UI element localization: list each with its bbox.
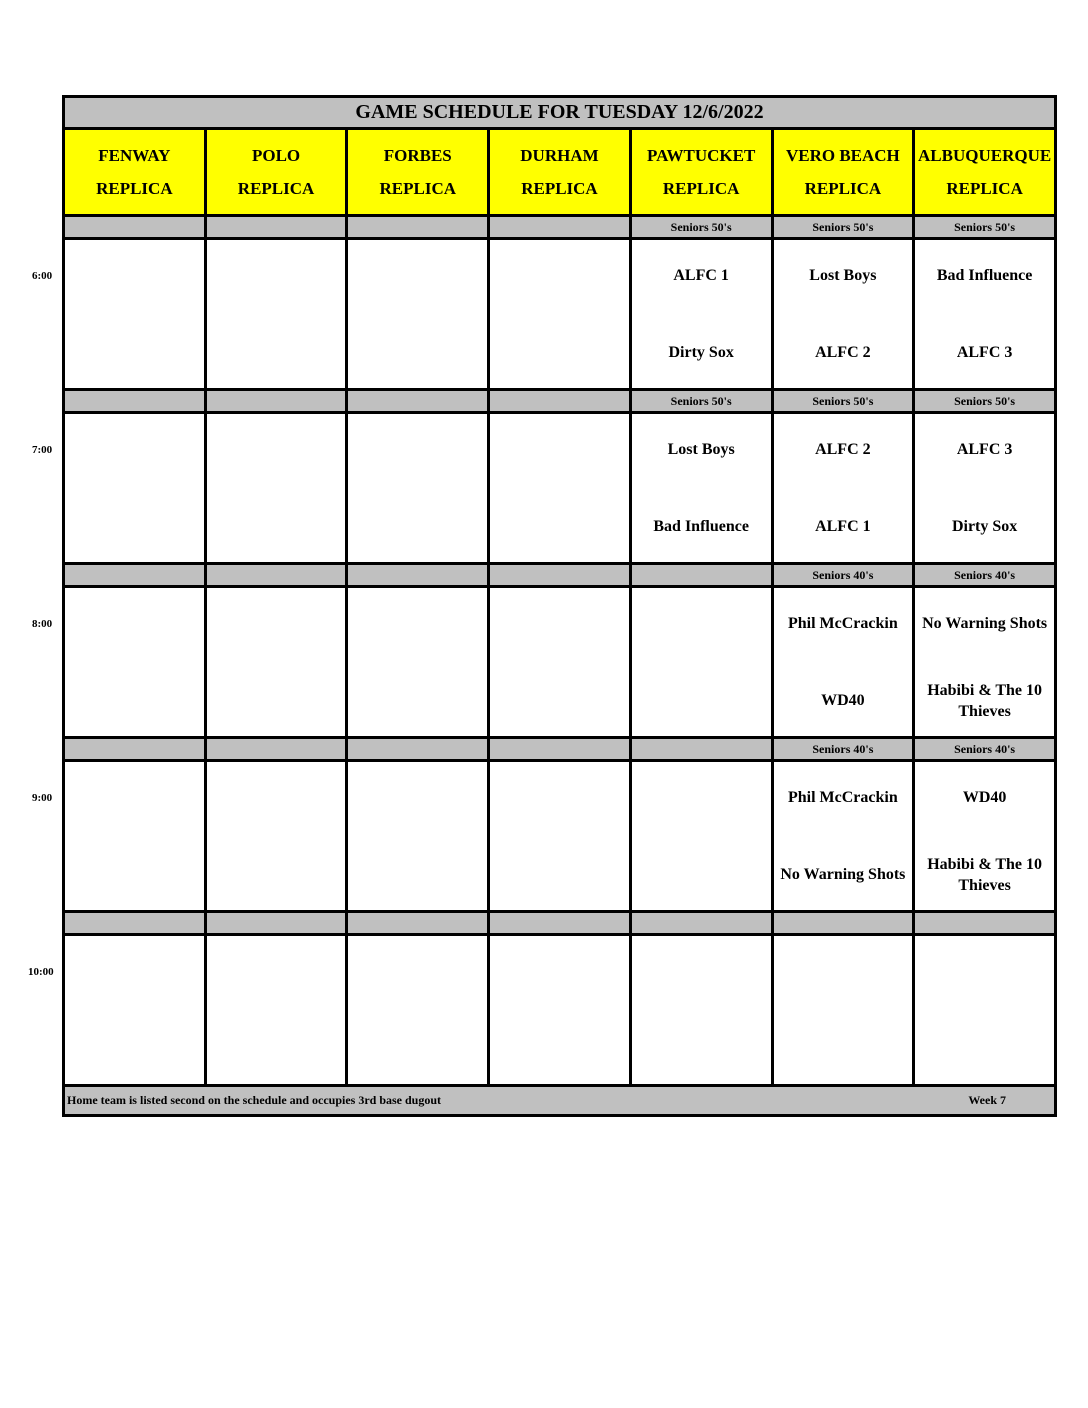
game-cell [772,413,914,564]
empty-cell [205,761,347,912]
footer-note: Home team is listed second on the schedule and occupies 3rd base dugout [67,1093,442,1107]
game-cell [772,587,914,738]
field-subtitle: REPLICA [946,179,1023,198]
time-slot-row [64,413,1056,564]
division-label: Seniors 40's [772,738,914,761]
schedule-title: GAME SCHEDULE FOR TUESDAY 12/6/2022 [64,97,1056,129]
field-header [630,129,772,216]
field-name: PAWTUCKET [647,146,756,165]
division-label: Seniors 40's [914,738,1056,761]
empty-cell [489,761,631,912]
away-team: ALFC 1 [673,267,729,284]
time-slot-row [64,239,1056,390]
field-header [489,129,631,216]
field-subtitle: REPLICA [237,179,315,198]
empty-cell [347,935,489,1086]
division-label [914,912,1056,935]
division-label [64,216,206,239]
division-label [630,738,772,761]
empty-cell [630,761,772,912]
time-label: 8:00 [32,618,53,630]
field-header [64,129,206,216]
game-cell [914,761,1056,912]
time-label: 7:00 [32,444,53,456]
away-team: Lost Boys [809,267,877,284]
field-subtitle: REPLICA [662,179,740,198]
week-label: Week 7 [968,1093,1006,1107]
empty-cell [64,413,206,564]
division-label [489,216,631,239]
division-label: Seniors 50's [630,390,772,413]
division-band [64,564,1056,587]
division-label [630,912,772,935]
division-label [347,738,489,761]
empty-cell [205,413,347,564]
division-label [347,390,489,413]
division-label [489,912,631,935]
field-subtitle: REPLICA [96,179,173,198]
empty-cell [630,587,772,738]
away-team: ALFC 2 [815,441,871,458]
empty-cell [772,935,914,1086]
away-team: No Warning Shots [922,615,1048,632]
time-slot-row [64,587,1056,738]
time-slot-row [64,761,1056,912]
field-name: POLO [251,146,301,165]
footer-row [64,1086,1056,1116]
field-header-row [64,129,1056,216]
home-team: No Warning Shots [780,866,906,883]
field-name: VERO BEACH [785,146,900,165]
home-team: ALFC 2 [815,344,871,361]
field-name: FORBES [383,146,452,165]
division-band [64,390,1056,413]
field-header [347,129,489,216]
empty-cell [347,413,489,564]
field-header [772,129,914,216]
division-label: Seniors 50's [914,216,1056,239]
empty-cell [347,761,489,912]
empty-cell [64,587,206,738]
division-label [64,564,206,587]
schedule-table [62,95,1057,1117]
division-label [205,738,347,761]
time-label: 6:00 [32,270,53,282]
empty-cell [347,239,489,390]
division-label [64,390,206,413]
game-cell [630,239,772,390]
field-name: ALBUQUERQUE [918,146,1052,165]
division-label [489,738,631,761]
division-label [489,390,631,413]
division-band [64,738,1056,761]
game-cell [772,761,914,912]
home-team: Habibi & The 10 Thieves [927,681,1043,720]
division-label [347,912,489,935]
home-team: ALFC 3 [956,344,1013,361]
division-label [205,564,347,587]
home-team: Habibi & The 10 Thieves [927,855,1043,894]
away-team: Bad Influence [936,267,1033,284]
game-cell [772,239,914,390]
division-label [772,912,914,935]
division-label [64,912,206,935]
away-team: Lost Boys [667,441,735,458]
empty-cell [630,935,772,1086]
division-label [489,564,631,587]
empty-cell [205,935,347,1086]
division-label [205,912,347,935]
home-team: Dirty Sox [951,518,1018,535]
division-label [347,564,489,587]
empty-cell [205,239,347,390]
game-cell [914,239,1056,390]
division-label: Seniors 50's [772,216,914,239]
time-slot-row [64,935,1056,1086]
field-subtitle: REPLICA [379,179,457,198]
division-label: Seniors 50's [914,390,1056,413]
away-team: ALFC 3 [956,441,1013,458]
division-label [347,216,489,239]
empty-cell [64,239,206,390]
division-label [205,216,347,239]
field-name: DURHAM [520,146,599,165]
empty-cell [489,239,631,390]
time-label: 10:00 [28,966,54,978]
empty-cell [489,935,631,1086]
empty-cell [205,587,347,738]
home-team: WD40 [821,692,865,709]
division-label [205,390,347,413]
field-name: FENWAY [98,146,171,165]
division-label: Seniors 40's [914,564,1056,587]
away-team: Phil McCrackin [787,615,898,632]
division-band [64,912,1056,935]
game-cell [630,413,772,564]
away-team: Phil McCrackin [787,789,898,806]
division-label: Seniors 40's [772,564,914,587]
empty-cell [489,413,631,564]
division-band [64,216,1056,239]
empty-cell [64,761,206,912]
time-label: 9:00 [32,792,53,804]
division-label: Seniors 50's [772,390,914,413]
home-team: Bad Influence [653,518,749,535]
division-label [630,564,772,587]
home-team: Dirty Sox [668,344,734,361]
empty-cell [64,935,206,1086]
field-subtitle: REPLICA [521,179,598,198]
field-subtitle: REPLICA [804,179,882,198]
empty-cell [914,935,1056,1086]
time-column [0,0,62,1408]
field-header [205,129,347,216]
game-cell [914,587,1056,738]
field-header [914,129,1056,216]
home-team: ALFC 1 [815,518,871,535]
empty-cell [489,587,631,738]
game-cell [914,413,1056,564]
footer-cell [64,1086,1056,1116]
away-team: WD40 [962,789,1007,806]
empty-cell [347,587,489,738]
division-label [64,738,206,761]
division-label: Seniors 50's [630,216,772,239]
